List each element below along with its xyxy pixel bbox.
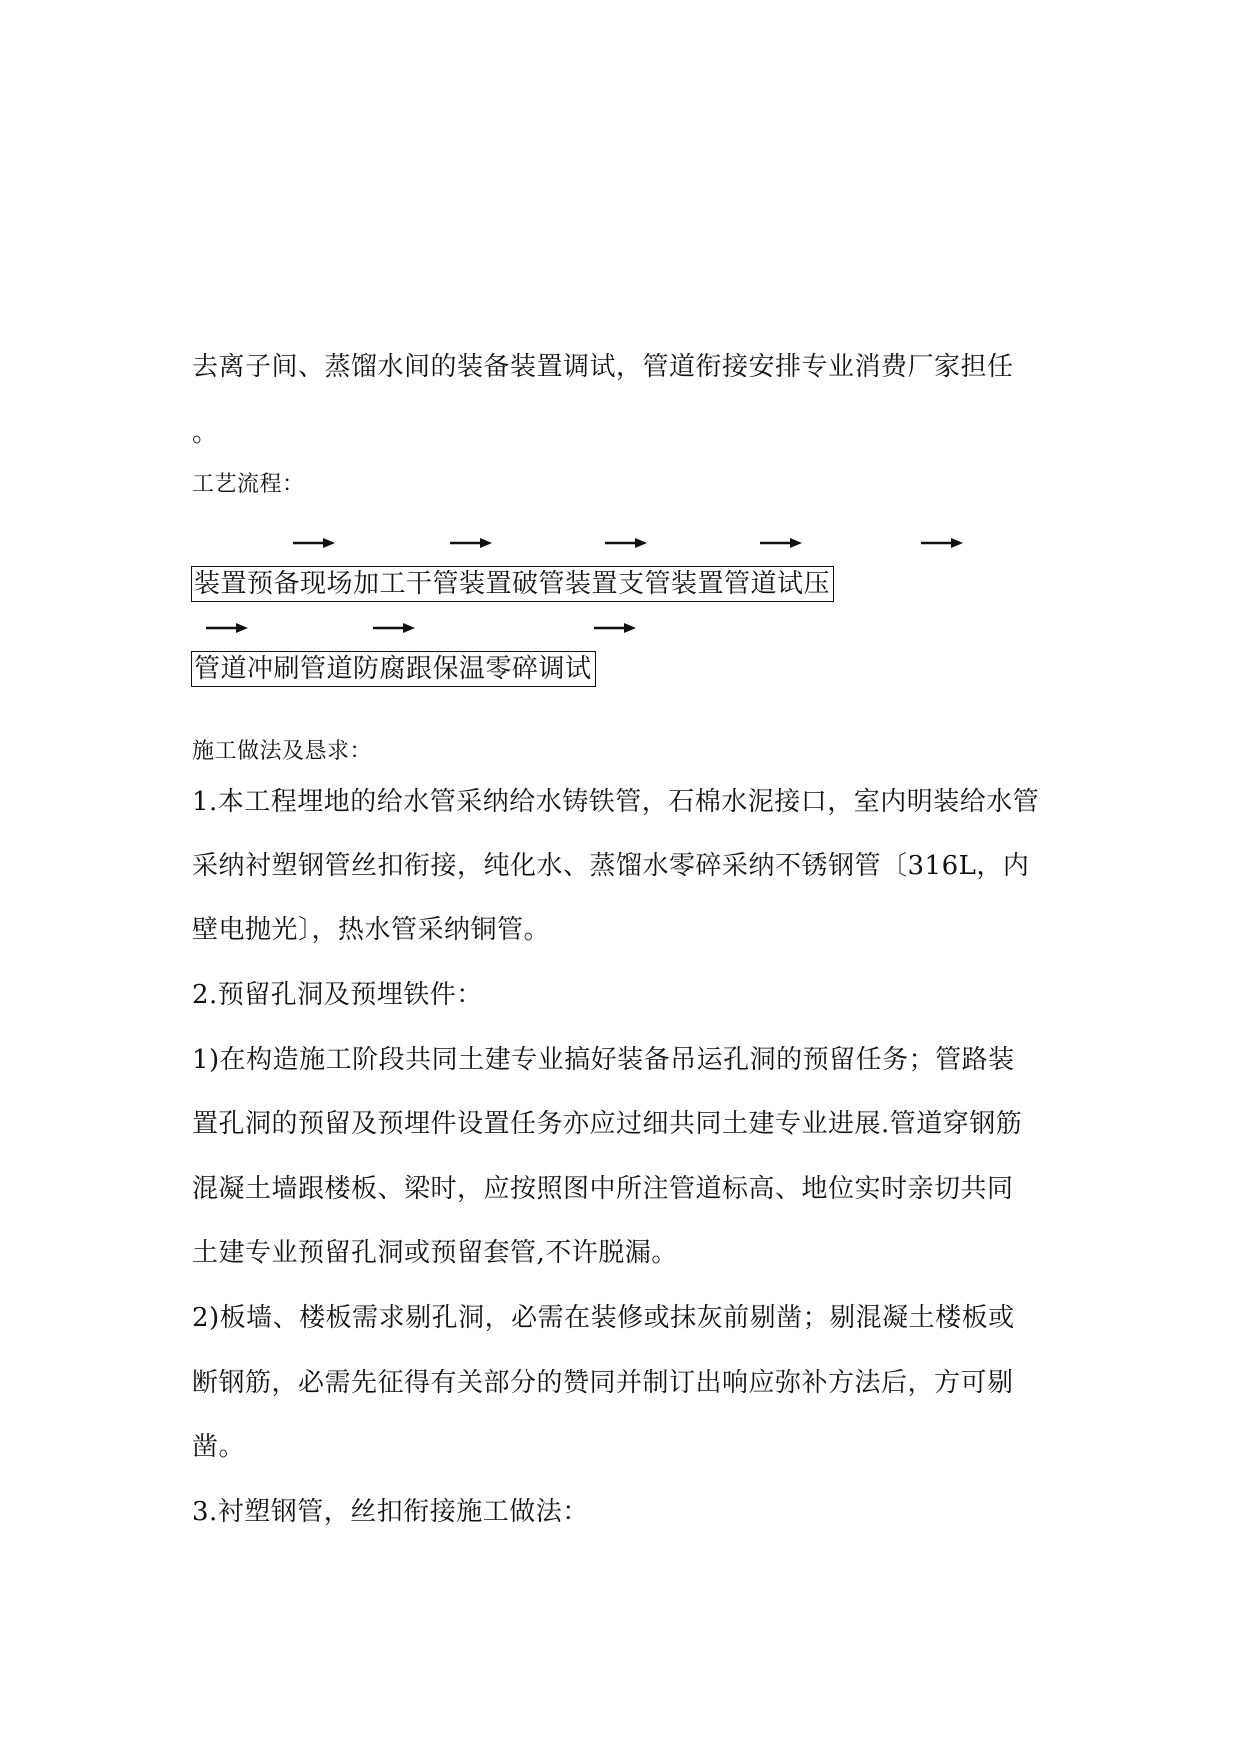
para3-heading: 3.衬塑钢管，丝扣衔接施工做法： <box>192 1497 589 1527</box>
intro-line-1: 去离子间、蒸馏水间的装备装置调试，管道衔接安排专业消费厂家担任 <box>192 352 1014 382</box>
para2-1-line-2: 置孔洞的预留及预埋件设置任务亦应过细共同土建专业进展.管道穿钢筋 <box>192 1109 1023 1139</box>
para1-line-3: 壁电抛光〕，热水管采纳铜管。 <box>192 915 551 945</box>
para1-line-1: 1.本工程埋地的给水管采纳给水铸铁管，石棉水泥接口，室内明装给水管 <box>192 787 1040 817</box>
right-arrow-icon <box>921 537 963 549</box>
right-arrow-icon <box>373 622 415 634</box>
right-arrow-icon <box>450 537 492 549</box>
para2-2-line-3: 凿。 <box>192 1432 246 1462</box>
para2-heading: 2.预留孔洞及预埋铁件： <box>192 980 483 1010</box>
right-arrow-icon <box>760 537 802 549</box>
right-arrow-icon <box>605 537 647 549</box>
para2-1-line-1: 1)在构造施工阶段共同土建专业搞好装备吊运孔洞的预留任务；管路装 <box>192 1045 1015 1075</box>
para2-1-line-4: 土建专业预留孔洞或预留套管,不许脱漏。 <box>192 1238 678 1268</box>
right-arrow-icon <box>293 537 335 549</box>
flow-box-2: 管道冲刷管道防腐跟保温零碎调试 <box>191 651 596 687</box>
flow-box-1: 装置预备现场加工干管装置破管装置支管装置管道试压 <box>191 566 834 602</box>
right-arrow-icon <box>594 622 636 634</box>
para2-1-line-3: 混凝土墙跟楼板、梁时，应按照图中所注管道标高、地位实时亲切共同 <box>192 1174 1014 1204</box>
right-arrow-icon <box>206 622 248 634</box>
para2-2-line-1: 2)板墙、楼板需求剔孔洞，必需在装修或抹灰前剔凿；剔混凝土楼板或 <box>192 1303 1015 1333</box>
flow-heading: 工艺流程： <box>192 472 305 497</box>
requirements-heading: 施工做法及恳求： <box>192 739 373 764</box>
intro-line-2: 。 <box>192 418 219 448</box>
para2-2-line-2: 断钢筋，必需先征得有关部分的赞同并制订出响应弥补方法后，方可剔 <box>192 1368 1014 1398</box>
para1-line-2: 采纳衬塑钢管丝扣衔接，纯化水、蒸馏水零碎采纳不锈钢管〔316L，内 <box>192 851 1030 881</box>
